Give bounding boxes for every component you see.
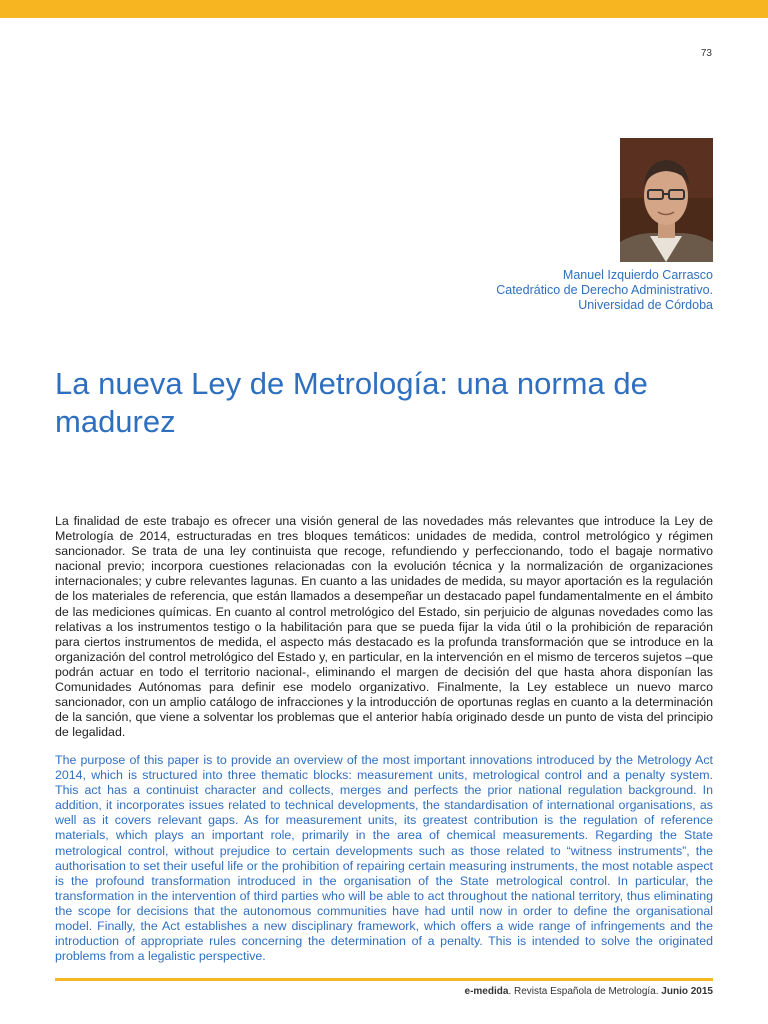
author-position: Catedrático de Derecho Administrativo. <box>496 283 713 297</box>
footer-rule <box>55 978 713 981</box>
author-affiliation: Universidad de Córdoba <box>578 298 713 312</box>
article-title: La nueva Ley de Metrología: una norma de madurez <box>55 366 648 439</box>
page-footer <box>465 986 713 997</box>
author-photo <box>620 138 713 262</box>
journal-subtitle: . Revista Española de Metrología. <box>508 986 662 997</box>
page-number: 73 <box>700 48 712 59</box>
abstract-english: The purpose of this paper is to provide an overview of the most important innovations introduced by the Metrology Act 2014, which is structured into three thematic blocks: measurement units, metrological control and a penalty system. This act has a continuist character and collects, merges and perfects the prior national regulation background. In addition, it incorporates issues related to technical developments, the standardisation of international organisations, as well as it covers relevant gaps. As for measurement units, its greatest contribution is the regulation of reference materials, which plays an important role, primarily in the area of chemical measurements. Regarding the State metrological control, without prejudice to certain developments such as those related to “witness instruments”, the authorisation to set their useful life or the prohibition of repairing certain measuring instruments, the most notable aspect is the profound transformation introduced in the organisation of the State metrological control. In particular, the transformation in the intervention of third parties who will be able to act throughout the national territory, thus eliminating the scope for decisions that the autonomous communities have had until now in order to define the organisational model. Finally, the Act establishes a new disciplinary framework, which offers a wide range of infringements and the introduction of appropriate rules concerning the determination of a penalty. This is intended to solve the originated problems from a legalistic perspective. <box>55 753 713 964</box>
top-accent-bar <box>0 0 768 18</box>
issue-date: Junio 2015 <box>661 986 713 997</box>
person-photo-icon <box>620 138 713 262</box>
author-name: Manuel Izquierdo Carrasco <box>562 268 713 282</box>
journal-name: e-medida <box>464 986 509 997</box>
author-block <box>496 268 713 313</box>
abstract-spanish: La finalidad de este trabajo es ofrecer una visión general de las novedades más relevantes que introduce la Ley de Metrología de 2014, estructuradas en tres bloques temáticos: unidades de medida, control metrológico y régimen sancionador. Se trata de una ley continuista que recoge, refundiendo y perfeccionando, todo el bagaje normativo nacional previo; incorpora cuestiones relacionadas con la evolución técnica y la normalización de organizaciones internacionales; y cubre relevantes lagunas. En cuanto a las unidades de medida, su mayor aportación es la regulación de los materiales de referencia, que están llamados a desempeñar un destacado papel fundamentalmente en el ámbito de las mediciones químicas. En cuanto al control metrológico del Estado, sin perjuicio de algunas novedades como las relativas a los instrumentos testigo o la habilitación para que se pueda fijar la vida útil o la prohibición de reparación para ciertos instrumentos de medida, el aspecto más destacado es la profunda transformación que se introduce en la organización del control metrológico del Estado y, en particular, en la intervención en el mismo de terceros sujetos –que podrán actuar en todo el territorio nacional-, eliminando el margen de decisión del que hasta ahora disponían las Comunidades Autónomas para definir ese modelo organizativo. Finalmente, la Ley establece un nuevo marco sancionador, con un amplio catálogo de infracciones y la introducción de oportunas reglas en cuanto a la determinación de la sanción, que viene a solventar los problemas que el anterior había originado desde un punto de vista del principio de legalidad. <box>55 514 713 740</box>
